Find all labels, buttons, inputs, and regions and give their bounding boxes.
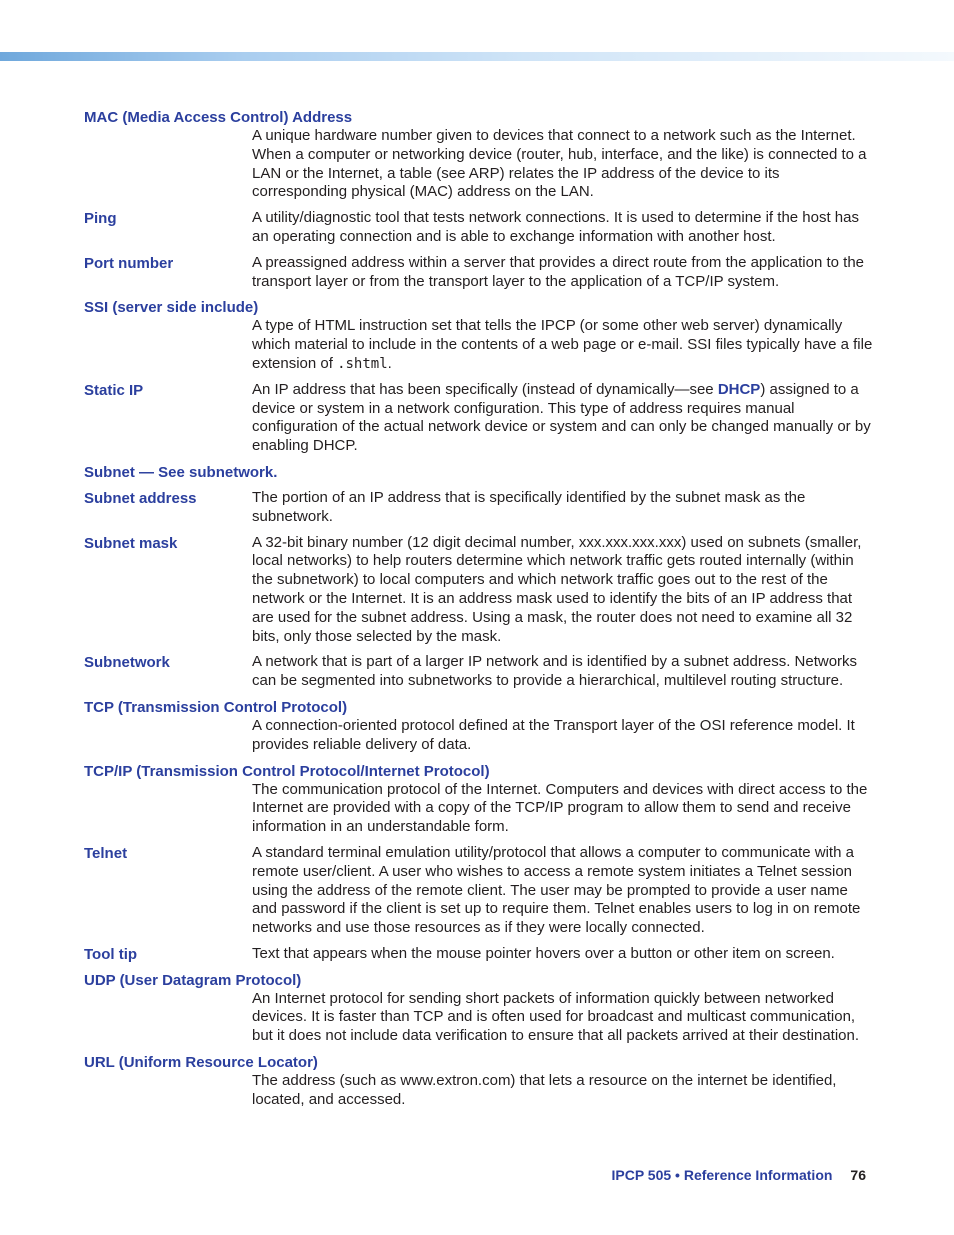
definition-text: An IP address that has been specifically (instead of dynamically—see [252,380,718,398]
glossary-entry-tcp [84,698,874,755]
glossary-definition: An Internet protocol for sending short packets of information quickly between networked devices. It is faster than TCP and is often used for broadcast and multicast communication, but it does not include data verification to ensure that all packets arrived at their destination. [252,989,860,1045]
glossary-term: Static IP [84,381,144,399]
glossary-definition: A 32-bit binary number (12 digit decimal number, xxx.xxx.xxx.xxx) used on subnets (smaller, local networks) to help routers determine which network traffic gets routed internally (within the subnetwork) to local computers and which network traffic goes out to the rest of the network or the Internet. It is an address mask used to identify the bits of an IP address that are used for the subnet address. Using a mask, the router does not need to examine all 32 bits, only those selected by the mask. [252,533,862,645]
glossary-entry-mac [84,108,874,202]
page-footer [611,1167,866,1183]
glossary-term: Subnet address [84,489,197,507]
glossary-definition: Text that appears when the mouse pointer hovers over a button or other item on screen. [252,944,835,962]
glossary-entry-subnet-mask [84,534,874,647]
dhcp-cross-reference-link[interactable]: DHCP [717,380,761,398]
glossary-term: UDP (User Datagram Protocol) [84,971,302,989]
glossary-entry-udp [84,971,874,1046]
definition-text: . [387,354,392,372]
glossary-term: Subnet — See subnetwork. [84,463,278,481]
glossary-entry-subnet-address [84,489,874,527]
glossary-entry-ssi [84,298,874,373]
glossary-term: URL (Uniform Resource Locator) [84,1054,318,1072]
glossary-entry-subnet [84,463,874,482]
footer-label: IPCP 505 • Reference Information [611,1167,833,1183]
glossary-definition: A standard terminal emulation utility/protocol that allows a computer to communicate with a remote user/client. A user who wishes to access a remote system initiates a Telnet session using the address of the remote client. The user may be prompted to provide a user name and password if the client is set up to require them. Telnet enables users to log in on remote networks and use those resources as if they were locally connected. [252,843,861,937]
glossary-definition: A preassigned address within a server that provides a direct route from the application to the transport layer or from the transport layer to the application of a TCP/IP system. [252,253,865,290]
glossary-definition [252,317,874,373]
glossary-term: Telnet [84,844,128,862]
definition-text: A type of HTML instruction set that tells the IPCP (or some other web server) dynamically which material to include in the contents of a web page or e-mail. SSI files typically have a file extension of [252,317,873,372]
glossary-definition: A connection-oriented protocol defined at the Transport layer of the OSI reference model. It provides reliable delivery of data. [252,716,855,753]
glossary-entry-subnetwork [84,653,874,691]
glossary-entry-static-ip [84,381,874,456]
glossary-term: Ping [84,210,117,228]
glossary-entry-url [84,1053,874,1110]
glossary-term: TCP (Transmission Control Protocol) [84,698,348,716]
glossary-entry-tool-tip [84,945,874,964]
glossary-definition [252,381,874,456]
glossary-definition: A network that is part of a larger IP network and is identified by a subnet address. Networks can be segmented into subnetworks to provide a hierarchical, multilevel routing structure. [252,653,858,690]
glossary-term: Tool tip [84,945,138,963]
file-extension-code: .shtml [337,355,388,372]
glossary-entry-ping [84,209,874,247]
glossary-term: Subnetwork [84,654,170,672]
glossary-entry-tcp-ip [84,762,874,837]
glossary-term: Subnet mask [84,534,178,552]
glossary-entry-telnet [84,844,874,938]
glossary-definition: A utility/diagnostic tool that tests network connections. It is used to determine if the host has an operating connection and is able to exchange information with another host. [252,209,859,245]
glossary-term: MAC (Media Access Control) Address [84,109,353,126]
glossary-definition: The portion of an IP address that is specifically identified by the subnet mask as the subnetwork. [252,488,806,525]
header-color-bar [0,52,954,61]
glossary-term: SSI (server side include) [84,299,259,317]
glossary-term: TCP/IP (Transmission Control Protocol/Internet Protocol) [84,762,490,780]
glossary-list [84,108,874,1117]
glossary-definition: The communication protocol of the Internet. Computers and devices with direct access to the Internet are provided with a copy of the TCP/IP program to allow them to send and receive information in an understandable form. [252,780,868,836]
glossary-term: Port number [84,254,174,272]
glossary-entry-port-number [84,254,874,292]
definition-text: ) assigned to a device or system in a network configuration. This type of address requires manual configuration of the actual network device or system and can only be changed manually or by enabling DHCP. [252,380,871,455]
page-number: 76 [850,1167,866,1183]
glossary-definition: A unique hardware number given to devices that connect to a network such as the Internet. When a computer or networking device (router, hub, interface, and the like) is connected to a LAN or the Internet, a table (see ARP) relates the IP address of the device to its corresponding physical (MAC) address on the LAN. [252,127,867,201]
glossary-definition: The address (such as www.extron.com) that lets a resource on the internet be identified, located, and accessed. [252,1072,837,1108]
